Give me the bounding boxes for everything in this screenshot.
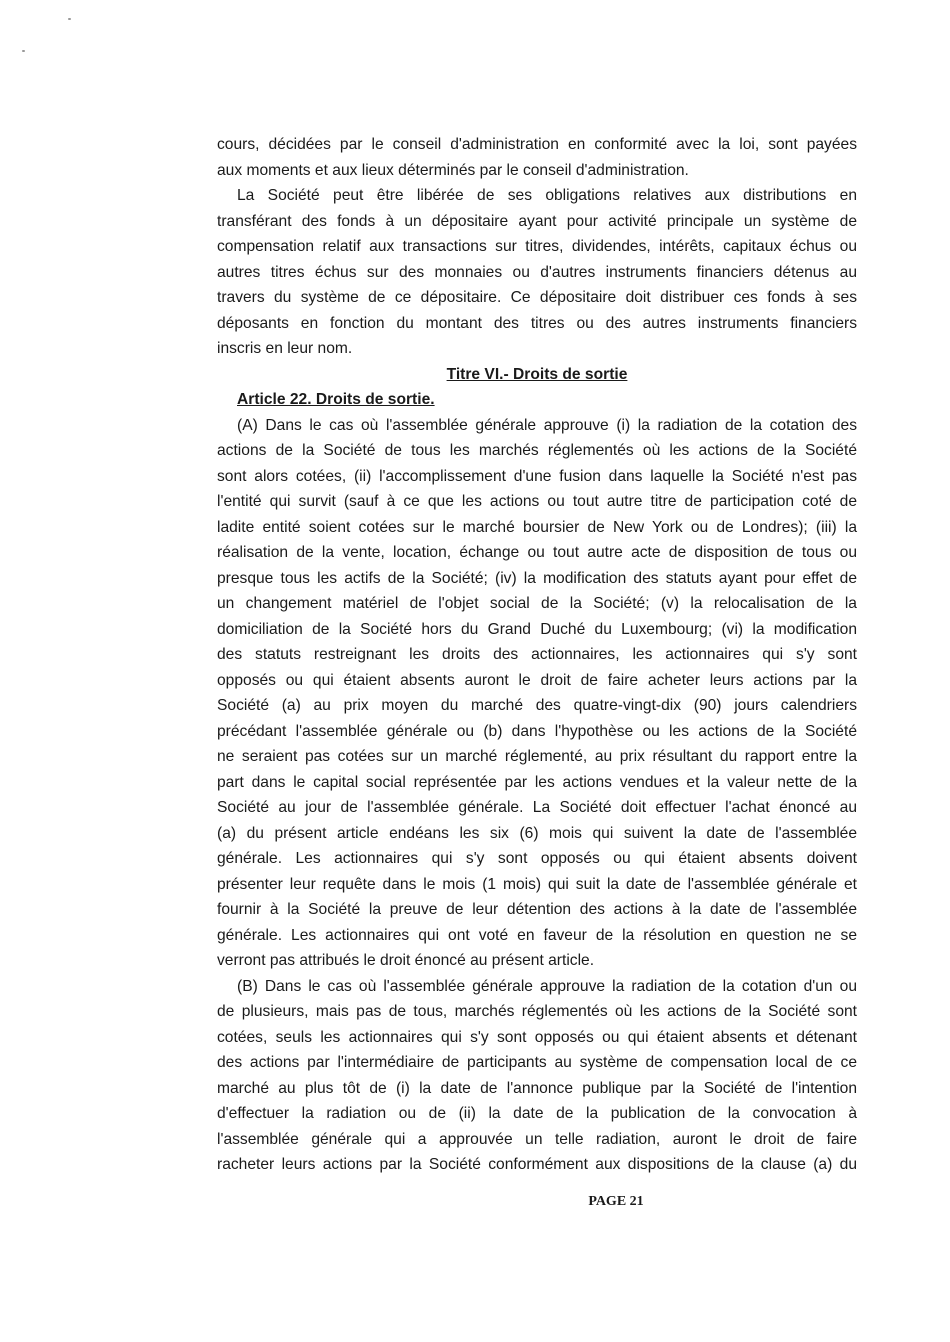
article-heading: Article 22. Droits de sortie. — [237, 391, 435, 408]
title-heading: Titre VI.- Droits de sortie — [446, 365, 628, 383]
text-line: Société (a) au prix moyen du marché des quatre-vingt-dix (90) jours calendriers — [217, 697, 857, 714]
paragraph-continuation — [217, 132, 857, 183]
text-line: Société au jour de l'assemblée générale. La Société doit effectuer l'achat énoncé au — [217, 799, 857, 816]
paragraph-a — [217, 413, 857, 974]
page-number: PAGE 21 — [588, 1194, 644, 1209]
text-line: précédant l'assemblée générale ou (b) dans l'hypothèse ou les actions de la Société — [217, 722, 857, 740]
text-line: inscris en leur nom. — [217, 340, 353, 357]
paragraph-distribution — [217, 183, 857, 362]
text-line: générale. Les actionnaires qui ont voté en faveur de la résolution en question ne se — [217, 926, 857, 944]
page-number-footer — [0, 1194, 950, 1210]
text-line: présenter leur requête dans le mois (1 mois) qui suit la date de l'assemblée générale et — [217, 875, 857, 893]
text-line: verront pas attribués le droit énoncé au présent article. — [217, 952, 595, 969]
text-line: marché au plus tôt de (i) la date de l'annonce publique par la Société de l'intention — [217, 1079, 857, 1097]
text-line: cotées, seuls les actionnaires qui s'y sont opposés ou qui étaient absents et détenant — [217, 1028, 857, 1046]
text-line: aux moments et aux lieux déterminés par le conseil d'administration. — [217, 161, 689, 179]
text-line: cours, décidées par le conseil d'administration en conformité avec la loi, sont payées — [217, 136, 857, 153]
text-line: des statuts restreignant les droits des actionnaires, les actionnaires qui s'y sont — [217, 646, 857, 663]
text-line: l'assemblée générale qui a approuvée un telle radiation, auront le droit de faire — [217, 1130, 857, 1148]
text-line: des actions par l'intermédiaire de participants au système de compensation local de ce — [217, 1054, 857, 1071]
text-line: transférant des fonds à un dépositaire ayant pour activité principale un système de — [217, 212, 857, 230]
text-line: un changement matériel de l'objet social de la Société; (v) la relocalisation de la — [217, 595, 857, 612]
text-line: ne seraient pas cotées sur un marché réglementé, au prix résultant du rapport entre la — [217, 748, 857, 765]
scan-speck — [68, 18, 71, 20]
text-line: (a) du présent article endéans les six (6) mois qui suivent la date de l'assemblée — [217, 824, 857, 842]
text-line: l'entité qui survit (sauf à ce que les actions ou tout autre titre de participation coté de — [217, 493, 857, 510]
text-line: générale. Les actionnaires qui s'y sont opposés ou qui étaient absents doivent — [217, 850, 857, 867]
text-line: La Société peut être libérée de ses obligations relatives aux distributions en — [237, 187, 857, 204]
text-line: (B) Dans le cas où l'assemblée générale approuve la radiation de la cotation d'un ou — [237, 977, 857, 995]
text-line: sont alors cotées, (ii) l'accomplissement d'une fusion dans laquelle la Société n'est pas — [217, 467, 857, 485]
text-line: ladite entité soient cotées sur le marché boursier de New York ou de Londres); (iii) la — [217, 518, 857, 536]
text-line: d'effectuer la radiation ou de (ii) la date de la publication de la convocation à — [217, 1105, 857, 1122]
text-line: autres titres échus sur des monnaies ou d'autres instruments financiers détenus au — [217, 263, 857, 281]
text-line: domiciliation de la Société hors du Grand Duché du Luxembourg; (vi) la modification — [217, 620, 857, 638]
text-line: déposants en fonction du montant des titres ou des autres instruments financiers — [217, 314, 857, 332]
paragraph-b — [217, 974, 857, 1178]
text-line: de plusieurs, mais pas de tous, marchés réglementés où les actions de la Société sont — [217, 1003, 857, 1020]
scan-speck — [22, 50, 25, 52]
text-line: travers du système de ce dépositaire. Ce dépositaire doit distribuer ces fonds à ses — [217, 289, 857, 306]
text-line: presque tous les actifs de la Société; (iv) la modification des statuts ayant pour effet de — [217, 569, 857, 587]
text-line: opposés ou qui étaient absents auront le droit de faire acheter leurs actions par la — [217, 671, 857, 689]
text-line: racheter leurs actions par la Société conformément aux dispositions de la clause (a) du — [217, 1156, 857, 1173]
text-line: actions de la Société de tous les marchés réglementés où les actions de la Société — [217, 442, 857, 459]
text-line: compensation relatif aux transactions sur titres, dividendes, intérêts, capitaux échus ou — [217, 238, 857, 255]
text-line: réalisation de la vente, location, échange ou tout autre acte de disposition de tous ou — [217, 544, 857, 561]
text-line: part dans le capital social représentée par les actions vendues et la valeur nette de la — [217, 773, 857, 791]
text-line: fournir à la Société la preuve de leur détention des actions à la date de l'assemblée — [217, 901, 857, 918]
text-line: (A) Dans le cas où l'assemblée générale approuve (i) la radiation de la cotation des — [237, 416, 857, 434]
page-body — [217, 132, 857, 1178]
